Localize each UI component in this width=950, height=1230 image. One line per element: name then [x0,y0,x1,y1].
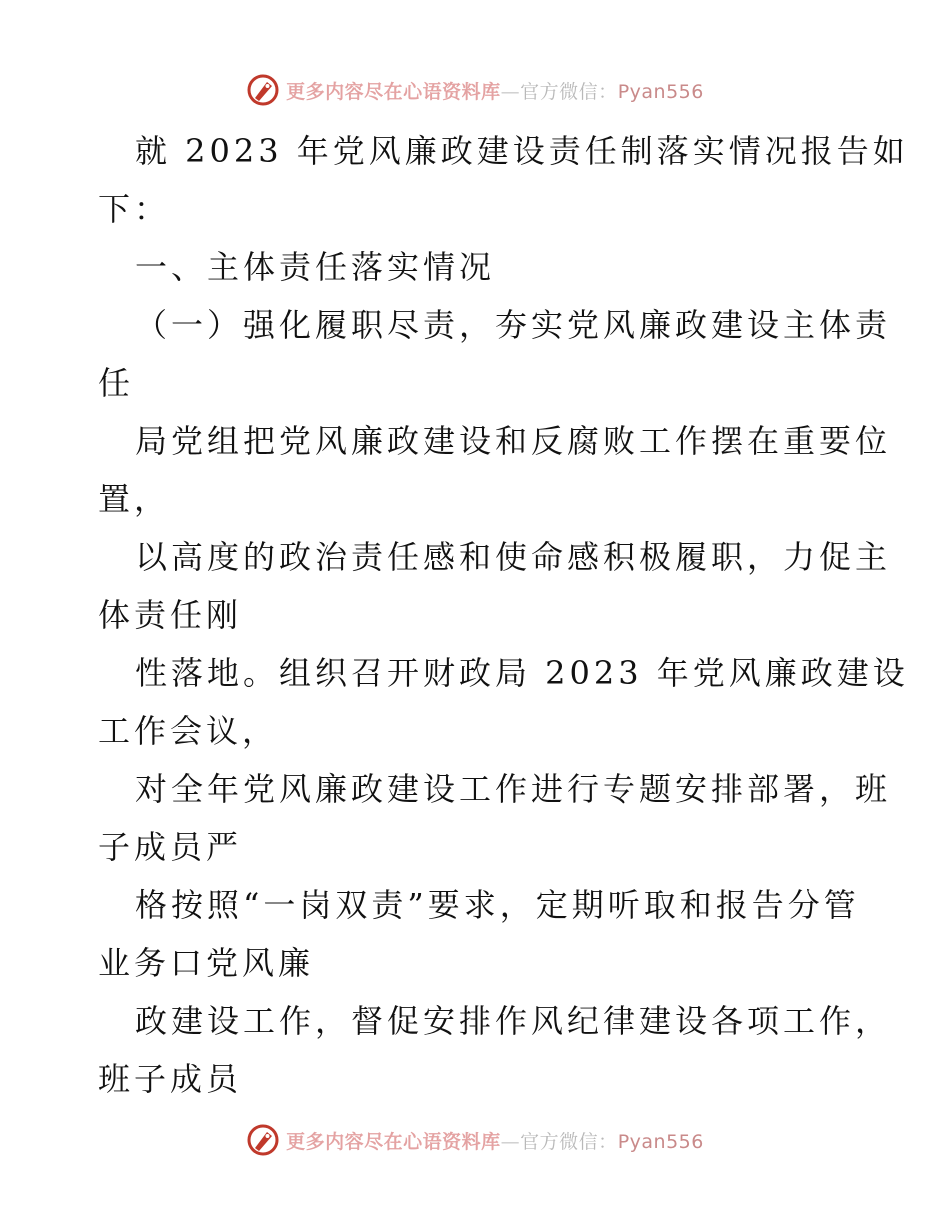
header-separator: — [500,80,521,103]
footer-brand-text: 更多内容尽在心语资料库 [286,1130,501,1153]
header-wechat-label: 官方微信： [520,80,618,103]
header-wechat-id: Pyan556 [617,80,704,103]
footer-wechat-label: 官方微信： [520,1130,618,1153]
body-text-line: 工作会议， [98,712,279,750]
footer-banner-inner [246,1123,704,1157]
body-text-line: 下： [98,190,171,228]
body-text-line: 置， [98,480,171,518]
body-text-line: 任 [98,364,135,402]
body-text-line: 以高度的政治责任感和使命感积极履职，力促主 [135,538,892,576]
body-text-line: 一、主体责任落实情况 [135,248,496,286]
footer-wechat-id: Pyan556 [617,1130,704,1153]
body-text-line: （一）强化履职尽责，夯实党风廉政建设主体责 [135,306,892,344]
footer-banner [0,1120,950,1160]
header-banner-text [286,77,704,104]
body-text-line: 班子成员 [98,1060,243,1098]
pen-nib-logo-icon [246,1123,280,1157]
body-text-line: 子成员严 [98,828,243,866]
header-banner [0,70,950,110]
header-brand-text: 更多内容尽在心语资料库 [286,80,501,103]
footer-separator: — [500,1130,521,1153]
body-text-line: 对全年党风廉政建设工作进行专题安排部署，班 [135,770,892,808]
body-text-line: 就 2023 年党风廉政建设责任制落实情况报告如 [135,132,909,170]
body-text-line: 性落地。组织召开财政局 2023 年党风廉政建设 [135,654,909,692]
body-text-line: 格按照“一岗双责”要求，定期听取和报告分管 [135,886,860,924]
body-text-line: 政建设工作，督促安排作风纪律建设各项工作， [135,1002,892,1040]
body-text-line: 业务口党风廉 [98,944,315,982]
footer-banner-text [286,1127,704,1154]
body-text-line: 局党组把党风廉政建设和反腐败工作摆在重要位 [135,422,892,460]
body-text-line: 体责任刚 [98,596,243,634]
document-body [98,122,909,1108]
pen-nib-logo-icon [246,73,280,107]
header-banner-inner [246,73,704,107]
